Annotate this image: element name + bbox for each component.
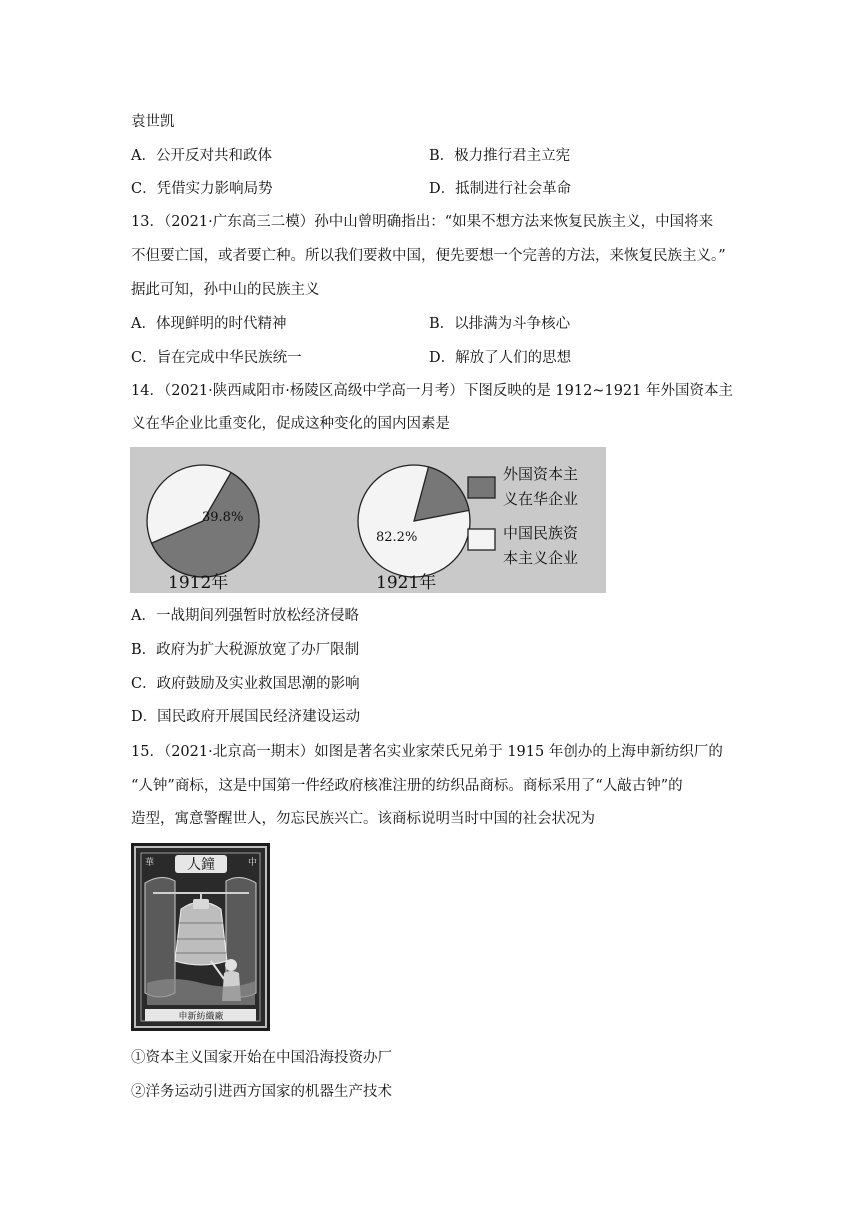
option-a: A．公开反对共和政体	[131, 148, 272, 164]
question-stem-line: 不但要亡国，或者要亡种。所以我们要救中国，便先要想一个完善的方法，来恢复民族主义。”	[131, 248, 726, 264]
trademark-illustration	[131, 843, 270, 1031]
question-stem-line: 15．（2021·北京高一期末）如图是著名实业家荣氏兄弟于 1915 年创办的上海申新纺织厂的	[131, 744, 723, 760]
option-a: A．体现鲜明的时代精神	[131, 316, 287, 332]
trademark-corner-right: 中	[248, 858, 258, 868]
option-d: D．国民政府开展国民经济建设运动	[131, 709, 361, 725]
question-stem-line: 义在华企业比重变化，促成这种变化的国内因素是	[131, 416, 450, 432]
pie-1921-year-label: 1921年	[376, 573, 437, 593]
option-b: B．以排满为斗争核心	[429, 316, 571, 332]
option-b: B．政府为扩大税源放宽了办厂限制	[131, 642, 360, 658]
question-stem-line: 据此可知，孙中山的民族主义	[131, 282, 320, 298]
legend-national-swatch	[468, 529, 495, 550]
option-c: C．政府鼓励及实业救国思潮的影响	[131, 676, 360, 692]
legend-national-line1: 中国民族资	[503, 524, 579, 542]
legend-foreign-swatch	[468, 477, 495, 498]
trademark-title: 人鐘	[187, 857, 215, 873]
question-stem-line: 13．（2021·广东高三二模）孙中山曾明确指出：“如果不想方法来恢复民族主义，中国将来	[131, 214, 714, 230]
option-a: A．一战期间列强暂时放松经济侵略	[131, 608, 359, 624]
statement-1: ①资本主义国家开始在中国沿海投资办厂	[131, 1050, 392, 1066]
statement-2: ②洋务运动引进西方国家的机器生产技术	[131, 1084, 392, 1100]
legend-foreign-line2: 义在华企业	[503, 490, 579, 508]
pie-1921-value-label: 82.2%	[376, 530, 418, 545]
question-stem-line: “人钟”商标，这是中国第一件经政府核准注册的纺织品商标。商标采用了“人敲古钟”的	[131, 778, 683, 794]
option-d: D．抵制进行社会革命	[429, 181, 572, 197]
option-c: C．凭借实力影响局势	[131, 181, 273, 197]
legend-national-line2: 本主义企业	[503, 549, 579, 567]
ancient-bell-icon	[175, 902, 227, 965]
renzhong-trademark-image	[131, 843, 270, 1031]
pie-chart-figure	[130, 447, 606, 593]
question-stem-line: 14．（2021·陕西咸阳市·杨陵区高级中学高一月考）下图反映的是 1912~1921 年外国资本主	[131, 383, 733, 399]
figure-head-icon	[225, 959, 237, 971]
question-stem-line: 造型，寓意警醒世人，勿忘民族兴亡。该商标说明当时中国的社会状况为	[131, 811, 595, 827]
legend-foreign-line1: 外国资本主	[503, 465, 579, 483]
stem-fragment: 袁世凯	[131, 114, 175, 130]
option-c: C．旨在完成中华民族统一	[131, 350, 302, 366]
option-d: D．解放了人们的思想	[429, 350, 572, 366]
trademark-bottom-text: 申新紡織廠	[178, 1012, 224, 1022]
pie-1912-year-label: 1912年	[168, 573, 229, 593]
pie-chart	[130, 447, 606, 593]
option-b: B．极力推行君主立宪	[429, 148, 571, 164]
trademark-corner-left: 華	[145, 858, 155, 868]
pie-1912-value-label: 39.8%	[202, 510, 244, 525]
